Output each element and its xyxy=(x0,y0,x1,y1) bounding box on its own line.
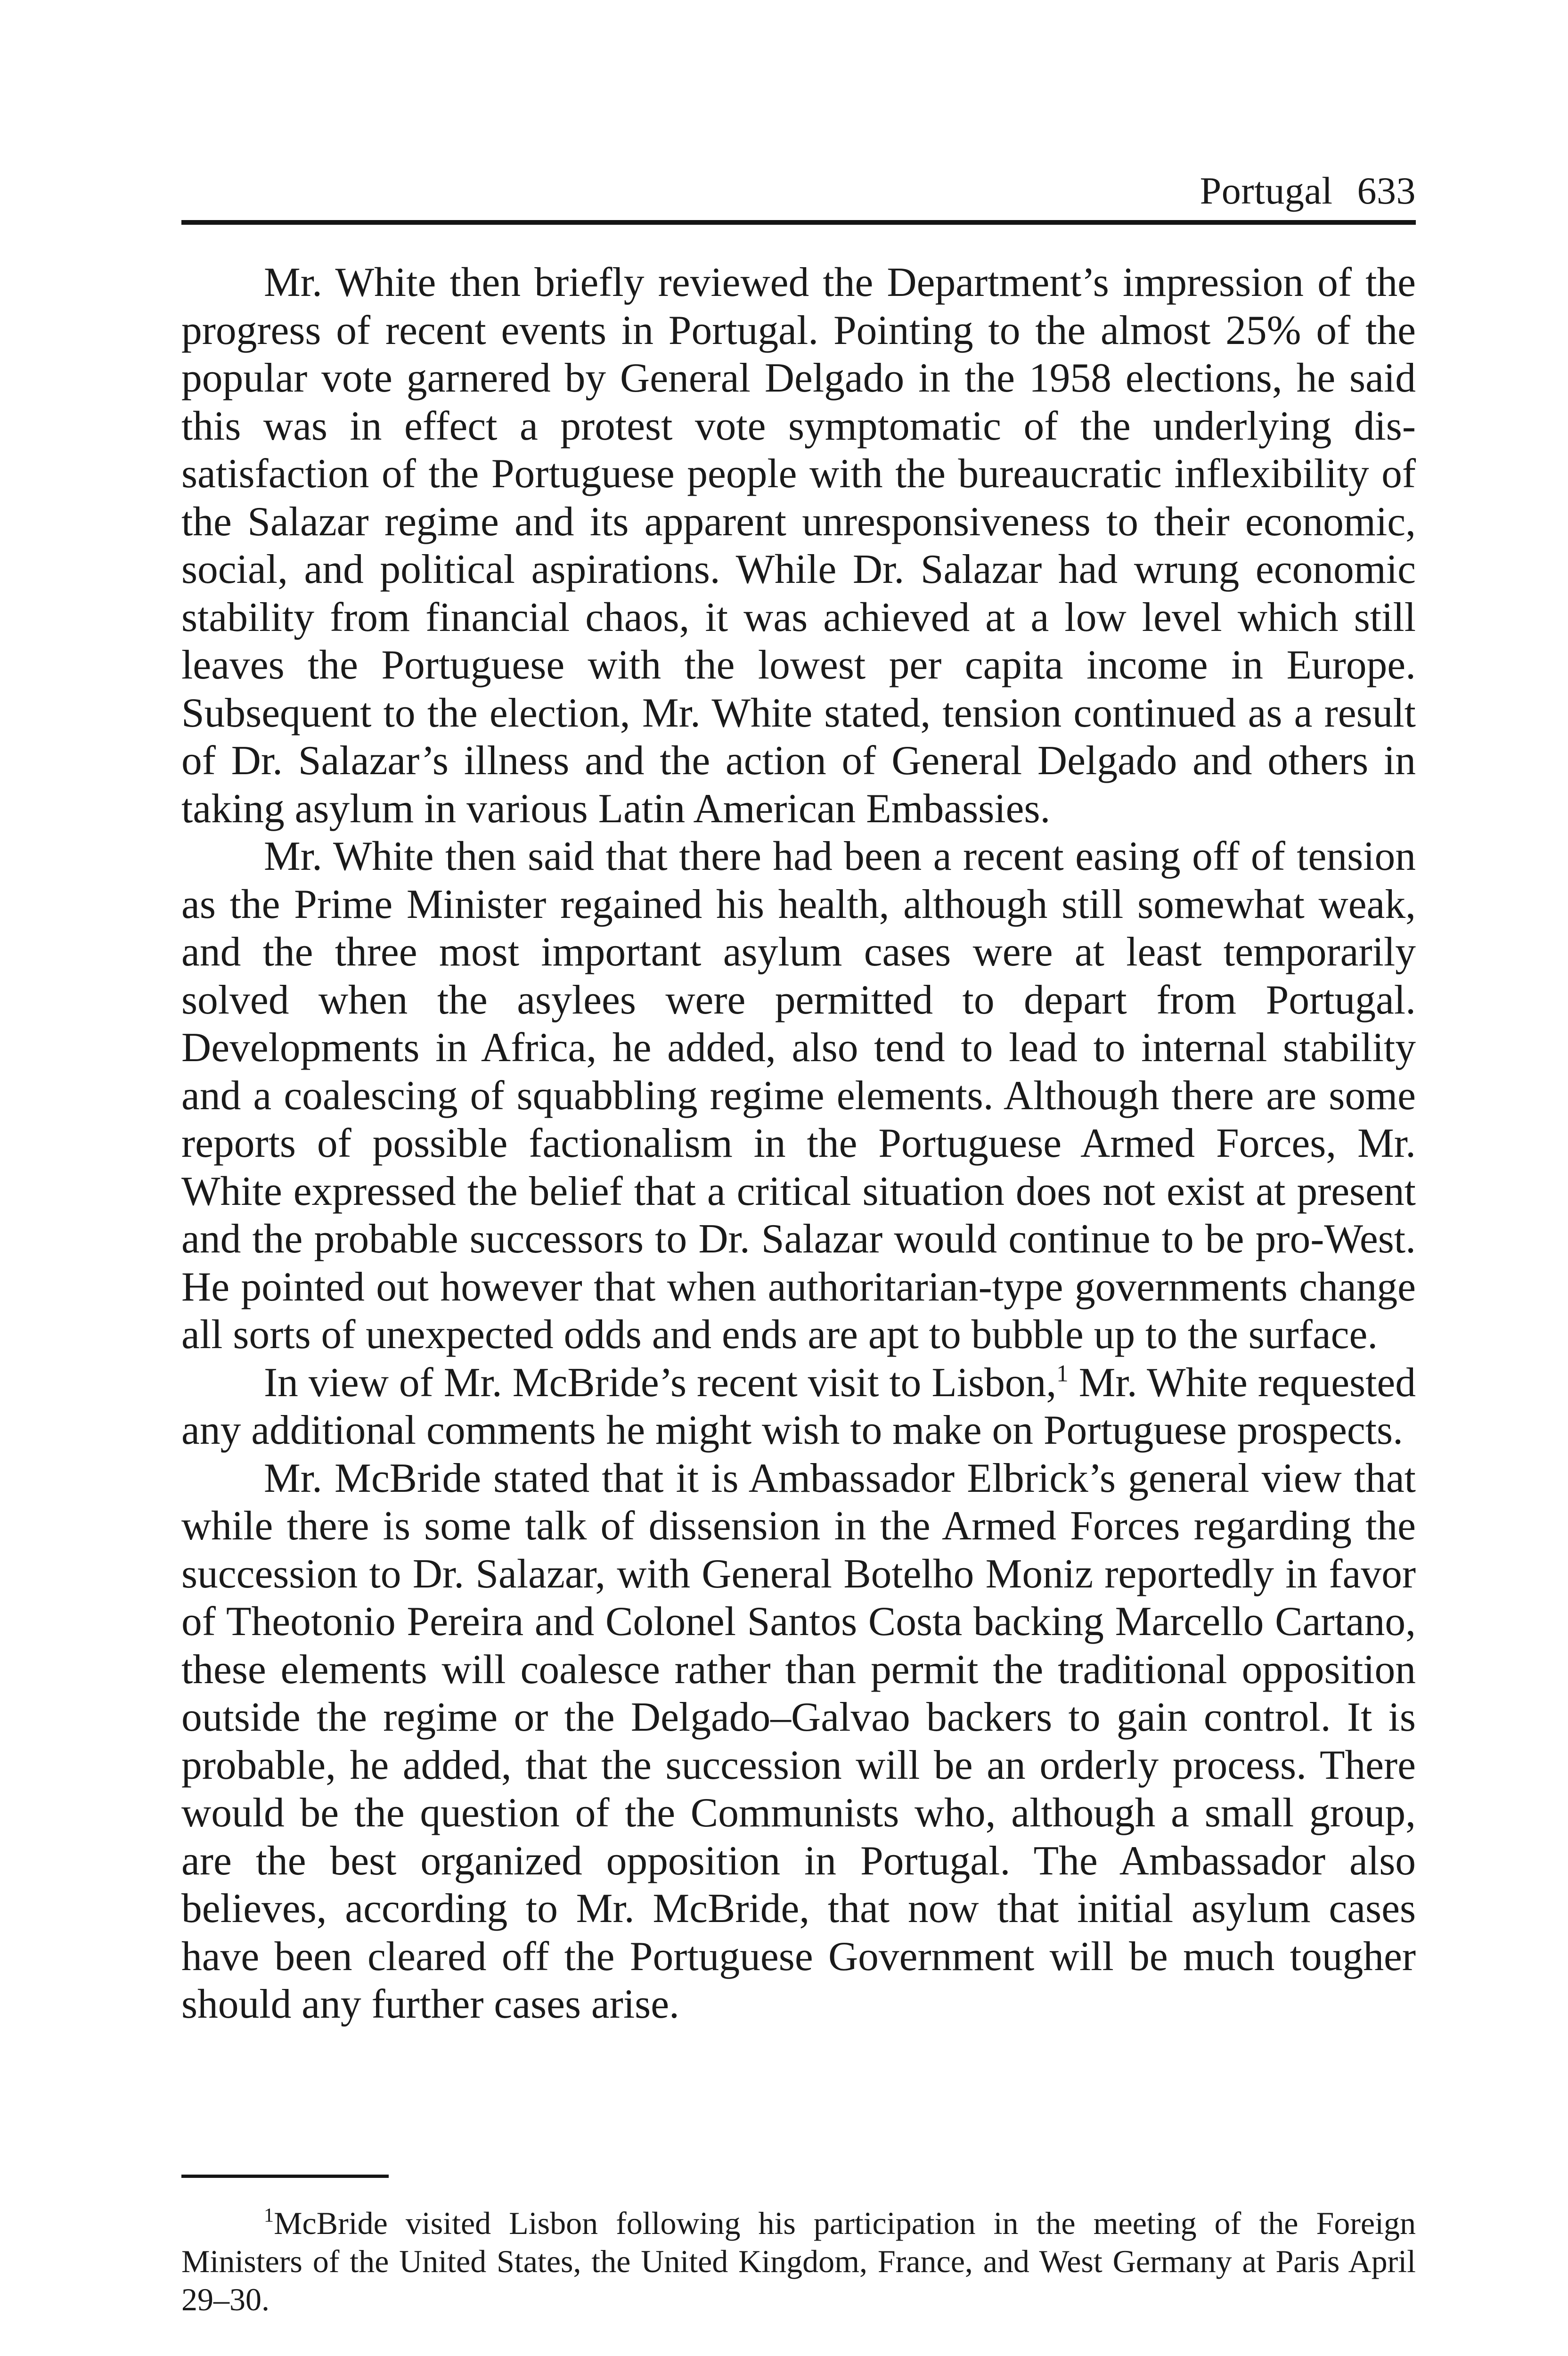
footnote-rule xyxy=(181,2175,389,2178)
page-number: 633 xyxy=(1357,169,1416,212)
paragraph-4: Mr. McBride stated that it is Ambassador Elbrick’s general view that while there is some talk of dissension in the Armed Forces regarding the succession to Dr. Salazar, with General Botelho Moniz reportedly in favor of Theotonio Pereira and Colonel Santos Costa backing Marcello Cartano, these elements will coalesce rather than permit the traditional opposition outside the regime or the Delgado–Galvao backers to gain control. It is probable, he added, that the succession will be an orderly process. There would be the question of the Communists who, although a small group, are the best organized opposition in Portugal. The Ambassador also believes, according to Mr. McBride, that now that initial asylum cases have been cleared off the Portuguese Government will be much tougher should any further cases arise. xyxy=(181,1455,1416,2027)
footnote-text: McBride visited Lisbon following his participation in the meeting of the Foreign Ministers of the United States, the United Kingdom, France, and West Germany at Paris April 29–30. xyxy=(181,2205,1416,2317)
footnote xyxy=(181,2204,1416,2319)
paragraph-3-text-end: Mr. White requested any additional comments he might wish to make on Portuguese prospects. xyxy=(181,1359,1416,1453)
footnote-reference[interactable]: 1 xyxy=(1056,1360,1069,1387)
body-text xyxy=(181,258,1416,2028)
paragraph-3-text-start: In view of Mr. McBride’s recent visit to Lisbon, xyxy=(264,1359,1057,1405)
header-rule xyxy=(181,220,1416,225)
running-head xyxy=(181,167,1416,214)
paragraph-3 xyxy=(181,1358,1416,1454)
footnote-marker: 1 xyxy=(264,2204,274,2226)
running-head-title: Portugal xyxy=(1200,169,1333,212)
paragraph-1: Mr. White then briefly reviewed the Department’s impression of the progress of recent events in Portugal. Pointing to the almost 25% of the popular vote garnered by General Delgado in the 1958 elections, he said this was in effect a protest vote symptomatic of the underlying dissatisfaction of the Portuguese people with the bureaucratic inflexibility of the Salazar regime and its apparent unresponsiveness to their economic, social, and political aspirations. While Dr. Salazar had wrung economic stability from financial chaos, it was achieved at a low level which still leaves the Portuguese with the lowest per capita income in Europe. Subsequent to the election, Mr. White stated, tension continued as a result of Dr. Salazar’s illness and the action of General Delgado and others in taking asylum in various Latin American Embassies. xyxy=(181,259,1416,831)
paragraph-2: Mr. White then said that there had been a recent easing off of tension as the Prime Minister regained his health, although still somewhat weak, and the three most important asylum cases were at least temporarily solved when the asylees were permitted to depart from Portugal. Developments in Africa, he added, also tend to lead to internal stability and a coalescing of squabbling regime elements. Although there are some reports of possible factionalism in the Portuguese Armed Forces, Mr. White expressed the belief that a critical situation does not exist at present and the probable successors to Dr. Salazar would continue to be pro-West. He pointed out however that when authoritarian-type governments change all sorts of unexpected odds and ends are apt to bubble up to the surface. xyxy=(181,833,1416,1357)
